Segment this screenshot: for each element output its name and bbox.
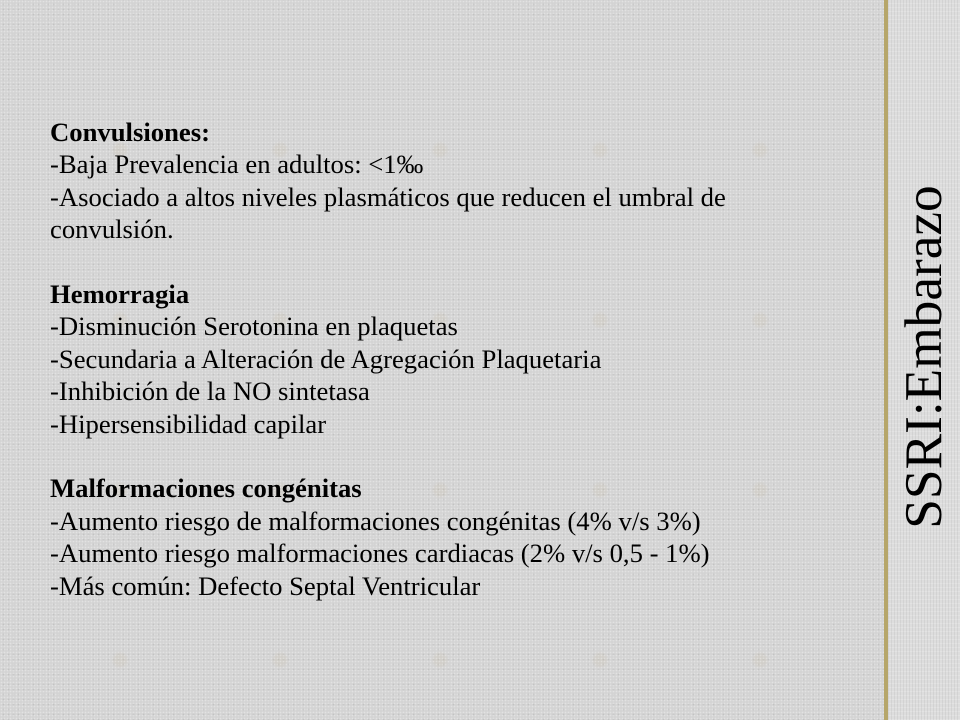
bullet-item: -Aumento riesgo de malformaciones congénitas (4% v/s 3%) xyxy=(50,505,701,536)
bullet-item: -Asociado a altos niveles plasmáticos que reducen el umbral de convulsión. xyxy=(50,181,726,245)
bullet-item: -Más común: Defecto Septal Ventricular xyxy=(50,570,481,601)
title-sidebar xyxy=(884,0,960,720)
section-heading: Convulsiones: xyxy=(50,117,210,147)
bullet-item: -Disminución Serotonina en plaquetas xyxy=(50,311,458,342)
section-hemorragia xyxy=(50,278,810,440)
bullet-item: -Baja Prevalencia en adultos: <1‰ xyxy=(50,149,424,180)
bullet-item: -Aumento riesgo malformaciones cardiacas (2% v/s 0,5 - 1%) xyxy=(50,538,710,569)
section-convulsiones xyxy=(50,116,810,246)
slide-title: SSRI:Embarazo xyxy=(894,185,953,529)
bullet-item: -Secundaria a Alteración de Agregación Plaquetaria xyxy=(50,343,602,374)
bullet-item: -Hipersensibilidad capilar xyxy=(50,408,327,439)
section-heading: Malformaciones congénitas xyxy=(50,473,362,504)
slide-body xyxy=(50,116,810,602)
bullet-item: -Inhibición de la NO sintetasa xyxy=(50,376,370,407)
section-heading: Hemorragia xyxy=(50,279,190,310)
section-malformaciones xyxy=(50,472,810,602)
